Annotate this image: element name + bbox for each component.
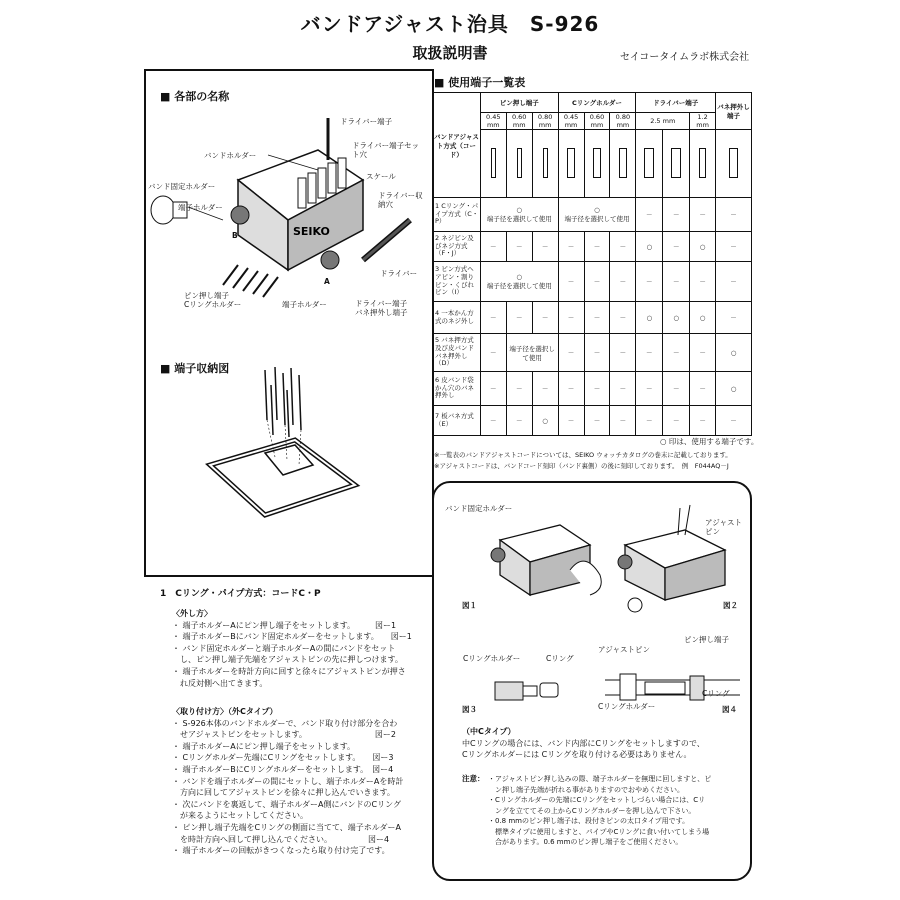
company-name: セイコータイムラボ株式会社 [620, 52, 750, 63]
storage-heading: ■ 端子収納図 [160, 362, 230, 375]
table-cell: － [506, 372, 532, 406]
note-line: ングを立ててその上からCリングホルダーを押し込んで下さい。 [488, 806, 696, 815]
tip-image [506, 130, 532, 198]
label-c-ring-holder: Cリングホルダー [184, 300, 242, 309]
svg-text:SEIKO: SEIKO [293, 225, 330, 238]
table-cell: － [532, 302, 558, 334]
table-cell: － [558, 302, 584, 334]
removal-title: 〈外し方〉 [172, 609, 212, 618]
table-cell: ○ 端子径を選択して使用 [480, 262, 558, 302]
attach-line: せアジャストピンをセットします。 図ー2 [172, 730, 396, 740]
table-cell: － [584, 406, 610, 436]
removal-block [172, 608, 412, 689]
fig-label-adjust-pin: アジャストピン [705, 518, 743, 536]
attach-line: ・ バンドを端子ホルダーの間にセットし、端子ホルダーAを時計 [172, 776, 404, 786]
row-label: 6 皮バンド袋かん穴のバネ押外し [433, 372, 481, 406]
fig-4-label: 図４ [722, 705, 737, 714]
label-driver: ドライバー [380, 269, 418, 278]
notes-block [488, 774, 711, 848]
table-cell: － [532, 232, 558, 262]
fig-label-c-ring-holder: Cリングホルダー [463, 654, 521, 663]
table-cell: － [584, 232, 610, 262]
note-line: ン押し端子先端が折れる事がありますのでおやめください。 [488, 785, 684, 794]
note-label: 注意： [462, 774, 485, 783]
section-title: 1 Cリング・パイプ方式：コードC・P [160, 589, 321, 599]
fig-label-c-ring-holder-2: Cリングホルダー [598, 702, 656, 711]
table-cell: － [690, 262, 716, 302]
row-label: 7 板バネ方式（E） [433, 406, 481, 436]
label-driver-tip-set-hole: ドライバー端子セット穴 [352, 141, 420, 159]
table-cell: － [610, 406, 636, 436]
attach-title: 〈取り付け方〉（外Cタイプ） [172, 707, 278, 716]
fig-3-label: 図３ [462, 705, 477, 714]
figures-drawing [440, 500, 745, 725]
table-cell: － [663, 406, 690, 436]
table-footnote-1: ※一覧表のバンドアジャストコードについては、SEIKO ウォッチカタログの巻末に記載しております。 [434, 451, 732, 459]
table-cell: － [610, 262, 636, 302]
table-cell: － [558, 334, 584, 372]
row-label: 3 ピン方式ヘアピン・割りピン・くびれピン（I） [433, 262, 481, 302]
label-band-fixing-holder: バンド固定ホルダー [148, 182, 216, 191]
table-cell: － [480, 406, 506, 436]
attach-line: ・ 端子ホルダーの回転がきつくなったら取り付け完了です。 [172, 846, 390, 856]
note-line: 合があります。0.6 mmのピン押し端子をご使用ください。 [488, 838, 683, 846]
table-cell: － [584, 262, 610, 302]
attach-line: 方向に回してアジャストピンを徐々に押し込んでいきます。 [172, 788, 395, 798]
attach-line: が来るようにセットしてください。 [172, 811, 308, 821]
fig-label-adjust-pin-2: アジャストピン [598, 645, 651, 654]
table-legend: ○ 印は、使用する端子です。 [660, 437, 759, 446]
table-cell: ○ [716, 372, 752, 406]
removal-line: ・ バンド固定ホルダーと端子ホルダーAの間にバンドをセット [172, 643, 396, 653]
label-driver-tip: ドライバー端子 [340, 117, 393, 126]
table-cell: － [584, 334, 610, 372]
table-cell: 端子径を選択して使用 [506, 334, 558, 372]
tip-image [584, 130, 610, 198]
fig-label-pin-push-tip: ピン押し端子 [684, 635, 729, 644]
attach-block [172, 706, 403, 857]
note-line: ・0.8 mmのピン押し端子は、段付きピンの太口タイプ用です。 [488, 817, 690, 825]
table-cell: ○ [716, 334, 752, 372]
panel-bottom-line [144, 575, 434, 577]
tip-image [690, 130, 716, 198]
table-cell: － [480, 372, 506, 406]
table-cell: ○ 端子径を選択して使用 [480, 198, 558, 232]
table-cell: － [663, 232, 690, 262]
note-line: ・Cリングホルダーの先端にCリングをセットしづらい場合には、Cリ [488, 796, 706, 804]
table-cell: － [480, 334, 506, 372]
table-cell: － [663, 198, 690, 232]
label-scale: スケール [366, 172, 396, 181]
middle-line: 中Cリングの場合には、バンド内部にCリングをセットしますので、 [462, 738, 705, 748]
attach-line: ・ 端子ホルダーBにCリングホルダーをセットします。 図ー4 [172, 764, 394, 774]
row-label: 4 一本かん方式のネジ外し [433, 302, 481, 334]
removal-line: れ反対側へ出てきます。 [172, 678, 268, 688]
table-cell: － [636, 334, 663, 372]
middle-title: （中Cタイプ） [462, 727, 516, 736]
fig-1-label: 図１ [462, 601, 477, 610]
size-header: 0.45 mm [558, 113, 584, 130]
table-cell: － [558, 372, 584, 406]
row-label: 2 ネジピン及びネジ方式（F・J） [433, 232, 481, 262]
label-tip-holder: 端子ホルダー [178, 203, 223, 212]
table-cell: － [584, 372, 610, 406]
table-cell: － [584, 302, 610, 334]
table-cell: ○ [690, 302, 716, 334]
size-header: 0.80 mm [610, 113, 636, 130]
tip-image [663, 130, 690, 198]
table-cell: － [690, 334, 716, 372]
label-band-holder: バンドホルダー [204, 151, 257, 160]
table-footnote-2: ※アジャストコードは、バンドコード刻印（バンド裏側）の後に刻印しております。 例 F044AQ－J [434, 462, 729, 470]
attach-line: ・ Cリングホルダー先端にCリングをセットします。 図ー3 [172, 753, 394, 763]
table-cell: － [532, 372, 558, 406]
label-pin-push-tip: ピン押し端子 [184, 291, 229, 300]
row-label: 1 Cリング・パイプ方式（C・P） [433, 198, 481, 232]
label-a: A [324, 277, 330, 286]
table-cell: － [610, 302, 636, 334]
size-header: 0.80 mm [532, 113, 558, 130]
table-cell: － [716, 406, 752, 436]
attach-line: ・ ピン押し端子先端をCリングの側面に当てて、端子ホルダーA [172, 822, 401, 832]
label-b: B [232, 231, 238, 240]
tip-image [610, 130, 636, 198]
table-cell: － [610, 372, 636, 406]
size-header: 0.60 mm [584, 113, 610, 130]
note-line: 標準タイプに使用しますと、パイプやCリングに食い付いてしまう場 [488, 827, 710, 836]
table-cell: － [610, 232, 636, 262]
attach-line: を時計方向へ回して押し込んでください。 図ー4 [172, 834, 390, 844]
label-spring-bar-tip: バネ押外し端子 [355, 308, 408, 317]
table-cell: － [663, 262, 690, 302]
fig-2-label: 図２ [723, 601, 738, 610]
table-cell: ○ [690, 232, 716, 262]
removal-line: ・ 端子ホルダーAにピン押し端子をセットします。 図ー1 [172, 620, 397, 630]
table-cell: － [558, 406, 584, 436]
table-cell: ○ [532, 406, 558, 436]
size-header: 0.45 mm [480, 113, 506, 130]
table-cell: － [636, 262, 663, 302]
table-cell: － [506, 406, 532, 436]
group-pin-push: ピン押し端子 [480, 93, 558, 113]
tip-image [636, 130, 663, 198]
table-cell: － [636, 198, 663, 232]
row-label: 5 バネ押方式及び皮バンドバネ押外し（D） [433, 334, 481, 372]
fig-label-c-ring-2: Cリング [702, 689, 730, 698]
table-cell: － [506, 302, 532, 334]
parts-heading: ■ 各部の名称 [160, 90, 230, 103]
table-cell: ○ [636, 232, 663, 262]
attach-line: ・ 次にバンドを裏返して、端子ホルダーA側にバンドのCリング [172, 799, 401, 809]
group-driver: ドライバー端子 [636, 93, 716, 113]
table-cell: － [690, 372, 716, 406]
label-driver-storage: ドライバー収納穴 [378, 191, 423, 209]
table-cell: ○ [636, 302, 663, 334]
table-heading: ■ 使用端子一覧表 [434, 76, 526, 89]
table-cell: － [690, 406, 716, 436]
table-cell: － [663, 334, 690, 372]
fig-label-c-ring: Cリング [546, 654, 574, 663]
table-cell: － [716, 232, 752, 262]
table-cell: － [636, 406, 663, 436]
removal-line: し、ピン押し端子先端をアジャストピンの先に押しつけます。 [172, 655, 403, 665]
table-cell: ○ [663, 302, 690, 334]
middle-c-block [462, 726, 705, 761]
table-cell: － [558, 232, 584, 262]
tip-image [558, 130, 584, 198]
removal-line: ・ 端子ホルダーBにバンド固定ホルダーをセットします。 図ー1 [172, 632, 412, 642]
table-cell: － [636, 372, 663, 406]
middle-line: Cリングホルダーには Cリングを取り付ける必要はありません。 [462, 750, 692, 760]
page-title: バンドアジャスト治具 S-926 [300, 12, 600, 36]
terminal-table [432, 92, 752, 436]
table-cell: ○ 端子径を選択して使用 [558, 198, 636, 232]
table-cell: － [610, 334, 636, 372]
table-cell: － [716, 262, 752, 302]
table-cell: － [506, 232, 532, 262]
note-line: ・アジャストピン押し込みの際、端子ホルダーを無理に回しますと、ピ [488, 775, 712, 783]
fig-label-band-fixing-holder: バンド固定ホルダー [445, 504, 513, 513]
tip-image [532, 130, 558, 198]
table-cell: － [480, 302, 506, 334]
table-cell: － [663, 372, 690, 406]
size-header: 2.5 mm [636, 113, 690, 130]
attach-line: ・ S-926本体のバンドホルダーで、バンド取り付け部分を合わ [172, 718, 398, 728]
group-spring: バネ押外し端子 [716, 93, 752, 130]
table-cell: － [716, 198, 752, 232]
tip-image [716, 130, 752, 198]
attach-line: ・ 端子ホルダーAにピン押し端子をセットします。 [172, 741, 356, 751]
storage-diagram [195, 365, 365, 555]
page-subtitle: 取扱説明書 [412, 44, 488, 62]
table-cell: － [716, 302, 752, 334]
group-c-ring: Cリングホルダー [558, 93, 636, 113]
removal-line: ・ 端子ホルダーを時計方向に回すと徐々にアジャストピンが押さ [172, 666, 406, 676]
label-driver-tip-2: ドライバー端子 [355, 299, 408, 308]
size-header: 1.2 mm [690, 113, 716, 130]
tip-image [480, 130, 506, 198]
table-corner: バンドアジャスト方式（コード） [433, 93, 481, 198]
size-header: 0.60 mm [506, 113, 532, 130]
table-cell: － [690, 198, 716, 232]
table-cell: － [480, 232, 506, 262]
label-tip-holder-2: 端子ホルダー [282, 300, 327, 309]
table-cell: － [558, 262, 584, 302]
